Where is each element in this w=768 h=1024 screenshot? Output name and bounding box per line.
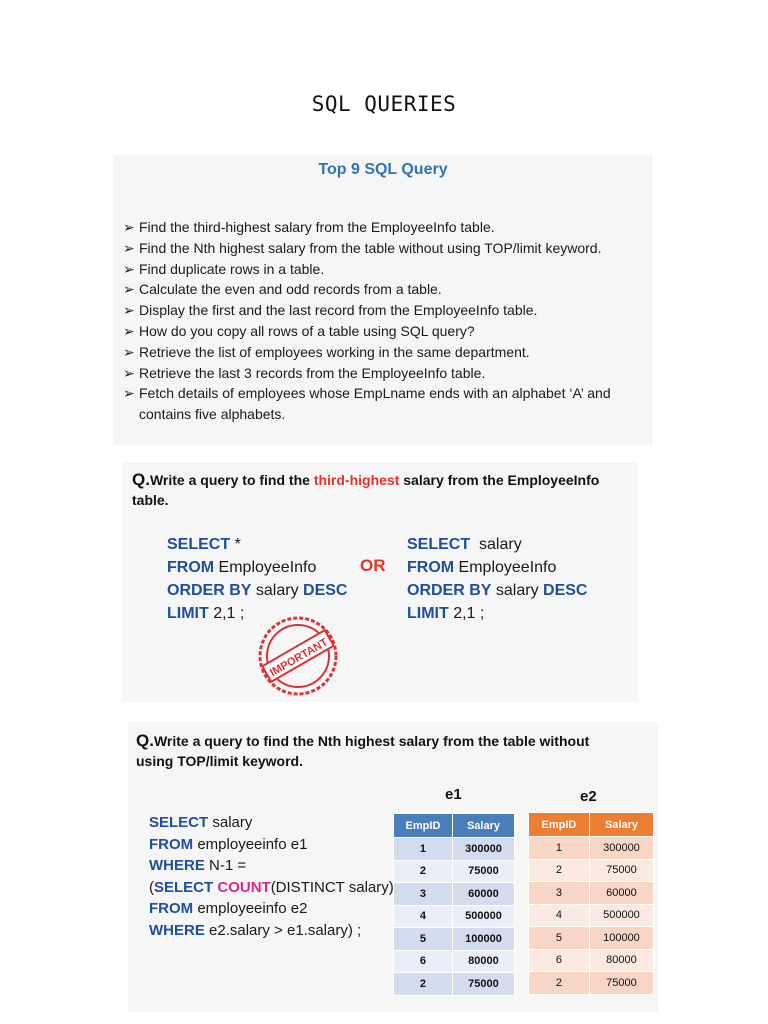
list-item-continuation: contains five alphabets.	[139, 406, 286, 423]
column-header: EmpID	[529, 813, 590, 837]
page-title: SQL QUERIES	[311, 92, 457, 116]
table-row: 2 75000	[529, 859, 654, 882]
table-row: 2 75000	[394, 860, 515, 883]
table-row: 2 75000	[529, 972, 654, 995]
highlight-text: third-highest	[313, 472, 400, 488]
table-label-e1: e1	[445, 786, 462, 803]
query-list	[123, 217, 611, 425]
list-item: ➢ Retrieve the list of employees working in the same department.	[123, 342, 611, 363]
stamp-text: IMPORTANT	[268, 636, 330, 680]
list-item: ➢ Find duplicate rows in a table.	[123, 259, 611, 280]
arrow-bullet-icon: ➢	[123, 260, 135, 277]
nth-highest-panel	[128, 722, 658, 1012]
arrow-bullet-icon: ➢	[123, 322, 135, 339]
list-item: ➢ Find the Nth highest salary from the table without using TOP/limit keyword.	[123, 238, 611, 259]
list-item: ➢ Fetch details of employees whose EmpLname ends with an alphabet ‘A’ and	[123, 383, 611, 404]
table-row: 6 80000	[394, 950, 515, 973]
table-row: 4 500000	[529, 904, 654, 927]
list-item: ➢ Display the first and the last record from the EmployeeInfo table.	[123, 300, 611, 321]
table-row: 3 60000	[394, 883, 515, 906]
query-code-right: SELECT salary FROM EmployeeInfo ORDER BY salary DESC LIMIT 2,1 ;	[407, 536, 588, 622]
table-row: 1 300000	[529, 837, 654, 860]
arrow-bullet-icon: ➢	[123, 364, 135, 381]
list-item: ➢ How do you copy all rows of a table using SQL query?	[123, 321, 611, 342]
arrow-bullet-icon: ➢	[123, 343, 135, 360]
question-title: Q.Write a query to find the third-highest salary from the EmployeeInfo table.	[132, 470, 600, 508]
table-row: 5 100000	[529, 927, 654, 950]
query-code: SELECT salary FROM employeeinfo e1 WHERE N-1 = (SELECT COUNT(DISTINCT salary) FROM employeeinfo e2 WHERE e2.salary > e1.salary) ;	[149, 814, 394, 939]
table-row: 5 100000	[394, 928, 515, 951]
table-e2	[528, 812, 654, 995]
or-label: OR	[360, 556, 386, 575]
list-item: ➢ Find the third-highest salary from the EmployeeInfo table.	[123, 217, 611, 238]
section-subtitle: Top 9 SQL Query	[318, 161, 448, 178]
important-stamp-icon	[256, 614, 340, 698]
table-row: 1 300000	[394, 838, 515, 861]
arrow-bullet-icon: ➢	[123, 239, 135, 256]
table-row: 2 75000	[394, 973, 515, 996]
table-row: 6 80000	[529, 949, 654, 972]
table-label-e2: e2	[580, 788, 597, 805]
column-header: Salary	[589, 813, 653, 837]
arrow-bullet-icon: ➢	[123, 219, 135, 235]
table-e1	[393, 813, 515, 996]
arrow-bullet-icon: ➢	[123, 302, 135, 319]
column-header: Salary	[452, 814, 514, 838]
third-highest-panel	[122, 462, 638, 702]
question-title: Q.Write a query to find the Nth highest salary from the table without using TOP/limit keyword.	[136, 731, 590, 769]
table-row: 4 500000	[394, 905, 515, 928]
column-header: EmpID	[394, 814, 453, 838]
list-item: ➢ Retrieve the last 3 records from the EmployeeInfo table.	[123, 363, 611, 384]
arrow-bullet-icon: ➢	[123, 385, 135, 402]
table-row: 3 60000	[529, 882, 654, 905]
top-queries-panel	[113, 155, 653, 445]
list-item: ➢ Calculate the even and odd records from a table.	[123, 279, 611, 300]
arrow-bullet-icon: ➢	[123, 281, 135, 298]
query-code-left: SELECT * FROM EmployeeInfo ORDER BY salary DESC LIMIT 2,1 ;	[167, 536, 348, 622]
